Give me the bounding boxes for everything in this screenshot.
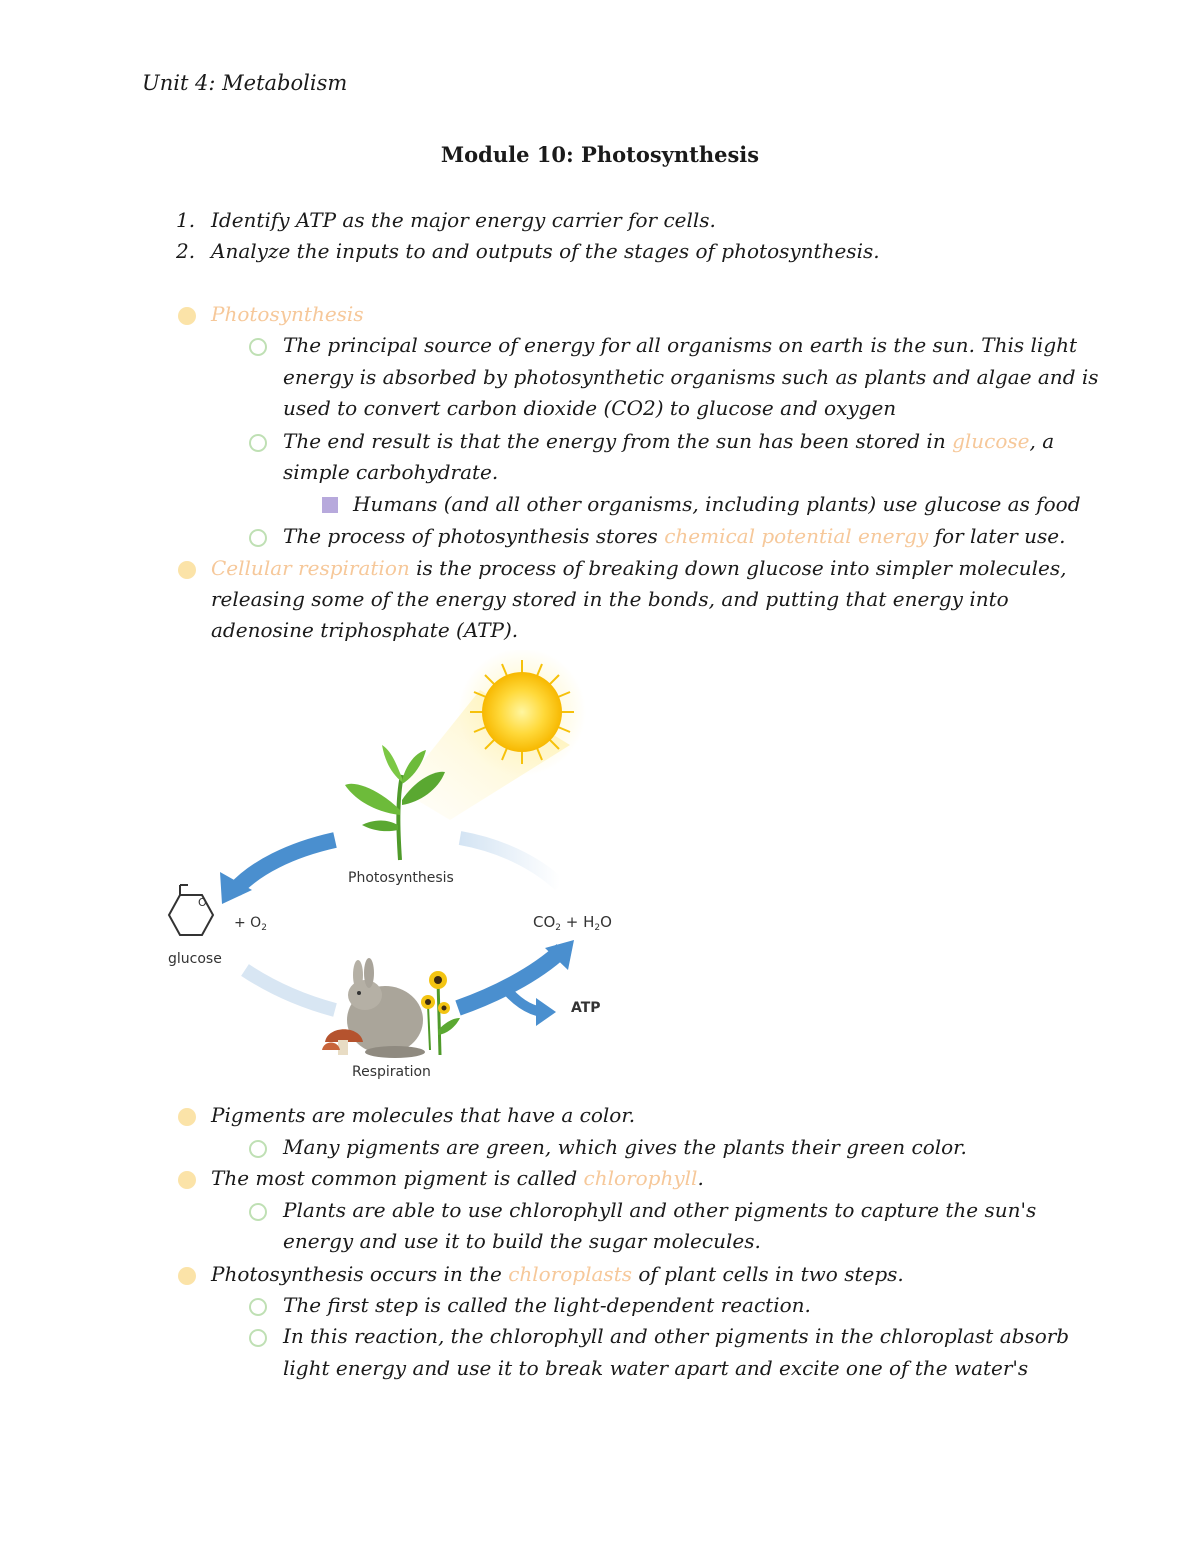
bullet-ring xyxy=(249,1140,267,1158)
term-photosynthesis: Photosynthesis xyxy=(211,302,364,326)
label-respiration: Respiration xyxy=(352,1064,431,1080)
bullet-ring xyxy=(249,338,267,356)
photosynthesis-respiration-diagram xyxy=(150,650,630,1090)
bullet-dot xyxy=(178,1267,196,1285)
paragraph-line: energy and use it to build the sugar molecules. xyxy=(283,1229,761,1253)
sun-icon xyxy=(470,660,574,764)
paragraph-line: simple carbohydrate. xyxy=(283,460,499,484)
text-run: , a xyxy=(1029,429,1055,453)
objective-number: 2. xyxy=(176,239,196,263)
label-o2: + $O_2$ xyxy=(234,915,267,933)
term-chlorophyll: chlorophyll xyxy=(583,1166,698,1190)
term-glucose: glucose xyxy=(952,429,1030,453)
paragraph-line xyxy=(211,1259,904,1289)
text-run: for later use. xyxy=(928,524,1066,548)
objective-text: Analyze the inputs to and outputs of the stages of photosynthesis. xyxy=(211,239,880,263)
label-glucose: glucose xyxy=(168,951,222,967)
bullet-dot xyxy=(178,307,196,325)
term-cellular-respiration: Cellular respiration xyxy=(211,556,410,580)
paragraph-line: Plants are able to use chlorophyll and other pigments to capture the sun's xyxy=(283,1198,1037,1222)
page-title: Module 10: Photosynthesis xyxy=(440,142,760,167)
arc-top-right xyxy=(460,838,560,885)
label-photosynthesis: Photosynthesis xyxy=(348,870,454,886)
bullet-dot xyxy=(178,1108,196,1126)
objective-text: Identify ATP as the major energy carrier for cells. xyxy=(211,208,716,232)
label-co2-h2o: $CO_2 + H_2O$ xyxy=(533,913,612,933)
arc-bottom-left xyxy=(245,970,335,1010)
bullet-square xyxy=(322,497,338,513)
bullet-ring xyxy=(249,529,267,547)
paragraph-line xyxy=(283,426,1054,456)
text-run: The most common pigment is called xyxy=(211,1166,584,1190)
paragraph-line: In this reaction, the chlorophyll and other pigments in the chloroplast absorb xyxy=(283,1324,1070,1348)
objective-number: 1. xyxy=(176,208,196,232)
paragraph-line: used to convert carbon dioxide (CO2) to glucose and oxygen xyxy=(283,396,897,420)
text-run: of plant cells in two steps. xyxy=(632,1262,904,1286)
text-run: is the process of breaking down glucose into simpler molecules, xyxy=(409,556,1067,580)
text-run: Photosynthesis occurs in the xyxy=(211,1262,509,1286)
paragraph-line xyxy=(211,1163,704,1193)
paragraph-line: The first step is called the light-dependent reaction. xyxy=(283,1293,811,1317)
paragraph-line xyxy=(211,553,1067,583)
paragraph-line: Pigments are molecules that have a color. xyxy=(211,1103,636,1127)
arrowhead-atp xyxy=(536,998,556,1026)
rabbit-icon xyxy=(347,958,425,1058)
glucose-molecule-icon xyxy=(169,885,213,935)
term-chloroplasts: chloroplasts xyxy=(508,1262,632,1286)
bullet-dot xyxy=(178,561,196,579)
text-run: . xyxy=(697,1166,704,1190)
paragraph-line: adenosine triphosphate (ATP). xyxy=(211,618,519,642)
flower-icon xyxy=(421,971,460,1055)
page-header: Unit 4: Metabolism xyxy=(142,71,348,95)
bullet-ring xyxy=(249,1203,267,1221)
text-run: The process of photosynthesis stores xyxy=(283,524,665,548)
bullet-ring xyxy=(249,434,267,452)
bullet-ring xyxy=(249,1329,267,1347)
label-atp: ATP xyxy=(571,1000,601,1016)
paragraph-line: Many pigments are green, which gives the plants their green color. xyxy=(283,1135,967,1159)
paragraph-line: energy is absorbed by photosynthetic organisms such as plants and algae and is xyxy=(283,365,1099,389)
text-run: The end result is that the energy from the sun has been stored in xyxy=(283,429,953,453)
bullet-dot xyxy=(178,1171,196,1189)
bullet-ring xyxy=(249,1298,267,1316)
paragraph-line: releasing some of the energy stored in the bonds, and putting that energy into xyxy=(211,587,1009,611)
paragraph-line: light energy and use it to break water apart and excite one of the water's xyxy=(283,1356,1029,1380)
ring-oxygen-label: O xyxy=(198,896,207,909)
term-chemical-potential-energy: chemical potential energy xyxy=(664,524,929,548)
paragraph-line: Humans (and all other organisms, including plants) use glucose as food xyxy=(353,492,1081,516)
paragraph-line xyxy=(283,521,1065,551)
arrow-to-glucose xyxy=(235,840,335,890)
paragraph-line: The principal source of energy for all organisms on earth is the sun. This light xyxy=(283,333,1078,357)
